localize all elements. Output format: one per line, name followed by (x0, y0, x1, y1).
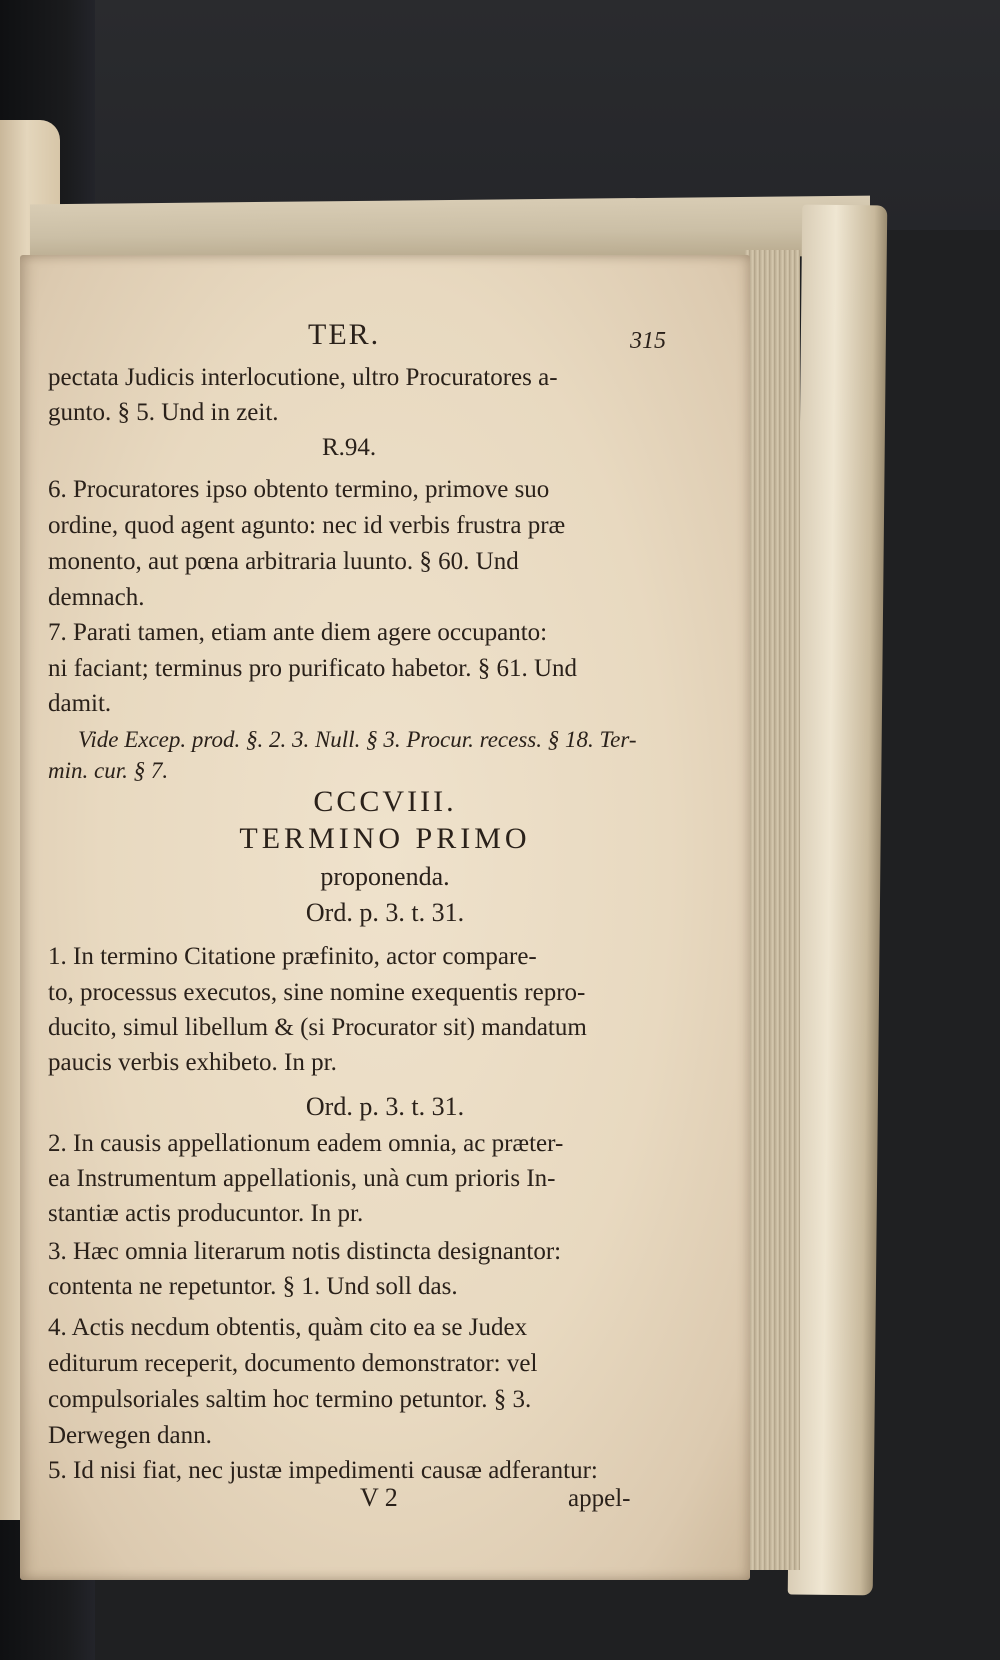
text-line: pectata Judicis interlocutione, ultro Procuratores a- (48, 364, 558, 391)
rule-reference: R.94. (322, 434, 377, 461)
section-reference: Ord. p. 3. t. 31. (305, 898, 465, 927)
text-line: 7. Parati tamen, etiam ante diem agere occupanto: (48, 619, 548, 646)
text-line: gunto. § 5. Und in zeit. (48, 399, 279, 426)
text-line: 5. Id nisi fiat, nec justæ impedimenti causæ adferantur: (48, 1457, 598, 1484)
text-line: 3. Hæc omnia literarum notis distincta designantor: (48, 1238, 562, 1265)
text-line: Derwegen dann. (48, 1422, 212, 1449)
catchword: appel- (568, 1485, 631, 1512)
signature-mark: V 2 (360, 1483, 398, 1512)
cross-reference: min. cur. § 7. (48, 758, 169, 783)
text-line: damit. (48, 690, 112, 717)
text-line: monento, aut pœna arbitraria luunto. § 60. Und (48, 548, 519, 575)
text-line: 4. Actis necdum obtentis, quàm cito ea se Judex (48, 1314, 528, 1341)
text-line: 1. In termino Citatione præfinito, actor compare- (48, 943, 537, 970)
book-right-cover (788, 205, 888, 1596)
page-number: 315 (630, 328, 666, 354)
section-subtitle: proponenda. (320, 862, 450, 891)
page-block-edges (745, 250, 800, 1570)
text-line: contenta ne repetuntor. § 1. Und soll das. (48, 1273, 458, 1300)
cross-reference: Vide Excep. prod. §. 2. 3. Null. § 3. Procur. recess. § 18. Ter- (78, 727, 637, 752)
text-line: paucis verbis exhibeto. In pr. (48, 1049, 337, 1076)
text-line: to, processus executos, sine nomine exequentis repro- (48, 979, 586, 1006)
text-line: stantiæ actis producuntor. In pr. (48, 1200, 364, 1227)
section-title: TERMINO PRIMO (239, 822, 531, 855)
text-line: compulsoriales saltim hoc termino petuntor. § 3. (48, 1386, 532, 1413)
text-line: editurum receperit, documento demonstrator: vel (48, 1350, 538, 1377)
text-line: ni faciant; terminus pro purificato habetor. § 61. Und (48, 655, 578, 682)
second-reference: Ord. p. 3. t. 31. (305, 1092, 465, 1121)
text-line: demnach. (48, 584, 145, 611)
text-line: ea Instrumentum appellationis, unà cum prioris In- (48, 1165, 556, 1192)
text-line: 2. In causis appellationum eadem omnia, ac præter- (48, 1130, 564, 1157)
text-line: ordine, quod agent agunto: nec id verbis frustra præ (48, 512, 566, 539)
text-line: 6. Procuratores ipso obtento termino, primove suo (48, 476, 550, 503)
running-header: TER. (308, 318, 381, 351)
section-number: CCCVIII. (313, 785, 457, 818)
text-line: ducito, simul libellum & (si Procurator sit) mandatum (48, 1014, 587, 1041)
